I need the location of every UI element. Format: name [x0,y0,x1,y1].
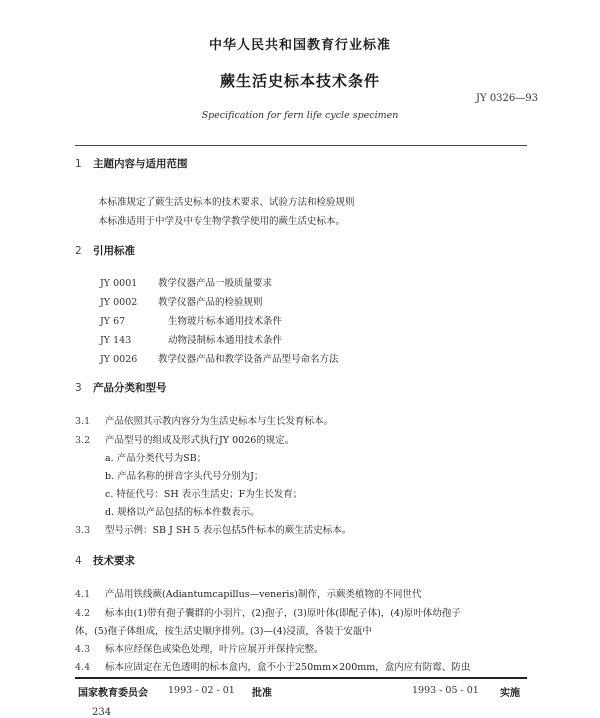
document-title: 蕨生活史标本技术条件 [219,72,380,90]
reference-list [100,274,339,369]
section-3-title: 产品分类和型号 [93,382,167,394]
reference-item [100,274,339,293]
reference-item [100,350,339,369]
clause-number: 4.4 [75,662,91,673]
footer-divider [75,677,527,679]
section-2-heading [75,243,135,258]
approve-label: 批准 [252,688,272,699]
reference-title: 生物玻片标本通用技术条件 [168,316,283,327]
clause-4-4 [75,659,527,673]
reference-code: JY 0001 [100,278,138,289]
clause-4-2-continued: 体，(5)孢子体组成，按生活史顺序排列。(3)—(4)浸渍，各装于安瓿中 [75,626,372,637]
section-1-line-1: 本标准规定了蕨生活史标本的技术要求、试验方法和检验规则 [98,197,355,208]
clause-number: 4.1 [75,589,91,600]
clause-text: 产品用铁线蕨(Adiantumcapillus—veneris)制作，示蕨类植物的不同世代 [105,589,422,600]
list-item-a: a. 产品分类代号为SB； [105,453,207,464]
clause-4-2 [75,605,461,619]
clause-number: 4.3 [75,644,91,655]
reference-title: 教学仪器产品一般质量要求 [158,278,273,289]
section-2-title: 引用标准 [93,245,135,257]
clause-text: 标本应固定在无色透明的标本盒内，盒不小于250mm×200mm，盒内应有防霉、防虫 [105,662,471,673]
reference-code: JY 0026 [100,354,138,365]
section-3-heading [75,380,167,395]
implement-date: 1993 - 05 - 01 [412,685,479,696]
clause-number: 3.2 [75,435,91,446]
reference-item [100,331,339,350]
reference-title: 动物浸制标本通用技术条件 [168,335,283,346]
list-item-d: d. 规格以产品包括的标本件数表示。 [105,507,260,518]
header-divider [75,145,527,146]
clause-3-1 [75,413,333,427]
clause-text: 产品依照其示教内容分为生活史标本与生长发育标本。 [105,416,334,427]
clause-text: 标本由(1)带有孢子囊群的小羽片，(2)孢子，(3)原叶体(即配子体)，(4)原叶体幼孢子 [105,608,461,619]
clause-text: 型号示例：SB J SH 5 表示包括5件标本的蕨生活史标本。 [105,525,352,536]
reference-code: JY 143 [100,335,132,346]
clause-text: 产品型号的组成及形式执行JY 0026的规定。 [105,435,295,446]
standard-type-heading: 中华人民共和国教育行业标准 [208,38,391,53]
clause-4-3 [75,641,324,655]
reference-item [100,293,339,312]
clause-text: 标本应经保色或染色处理，叶片应展开并保持完整。 [105,644,324,655]
reference-item [100,312,339,331]
reference-code: JY 67 [100,316,126,327]
approve-date: 1993 - 02 - 01 [168,685,235,696]
clause-3-2 [75,432,294,446]
reference-title: 教学仪器产品的检验规则 [158,297,263,308]
clause-4-1 [75,586,421,600]
section-3-number: 3 [75,382,82,394]
section-4-title: 技术要求 [93,555,135,567]
section-1-line-2: 本标准适用于中学及中专生物学教学使用的蕨生活史标本。 [98,216,346,227]
section-4-heading [75,553,135,568]
document-number: JY 0326—93 [476,93,538,104]
list-item-c: c. 特征代号：SH 表示生活史；F为生长发育； [105,489,303,500]
page-number: 234 [92,707,112,718]
clause-number: 3.1 [75,416,91,427]
english-subtitle: Specification for fern life cycle specimen [201,110,399,121]
list-item-b: b. 产品名称的拼音字头代号分别为J； [105,471,264,482]
section-1-heading [75,156,188,171]
section-2-number: 2 [75,245,82,257]
section-1-number: 1 [75,158,82,170]
clause-number: 3.3 [75,525,91,536]
section-4-number: 4 [75,555,82,567]
clause-3-3 [75,522,351,536]
implement-label: 实施 [500,688,520,699]
footer-issuer: 国家教育委员会 [78,688,148,699]
section-1-title: 主题内容与适用范围 [93,158,188,170]
clause-number: 4.2 [75,608,91,619]
reference-code: JY 0002 [100,297,138,308]
reference-title: 教学仪器产品和教学设备产品型号命名方法 [158,354,339,365]
